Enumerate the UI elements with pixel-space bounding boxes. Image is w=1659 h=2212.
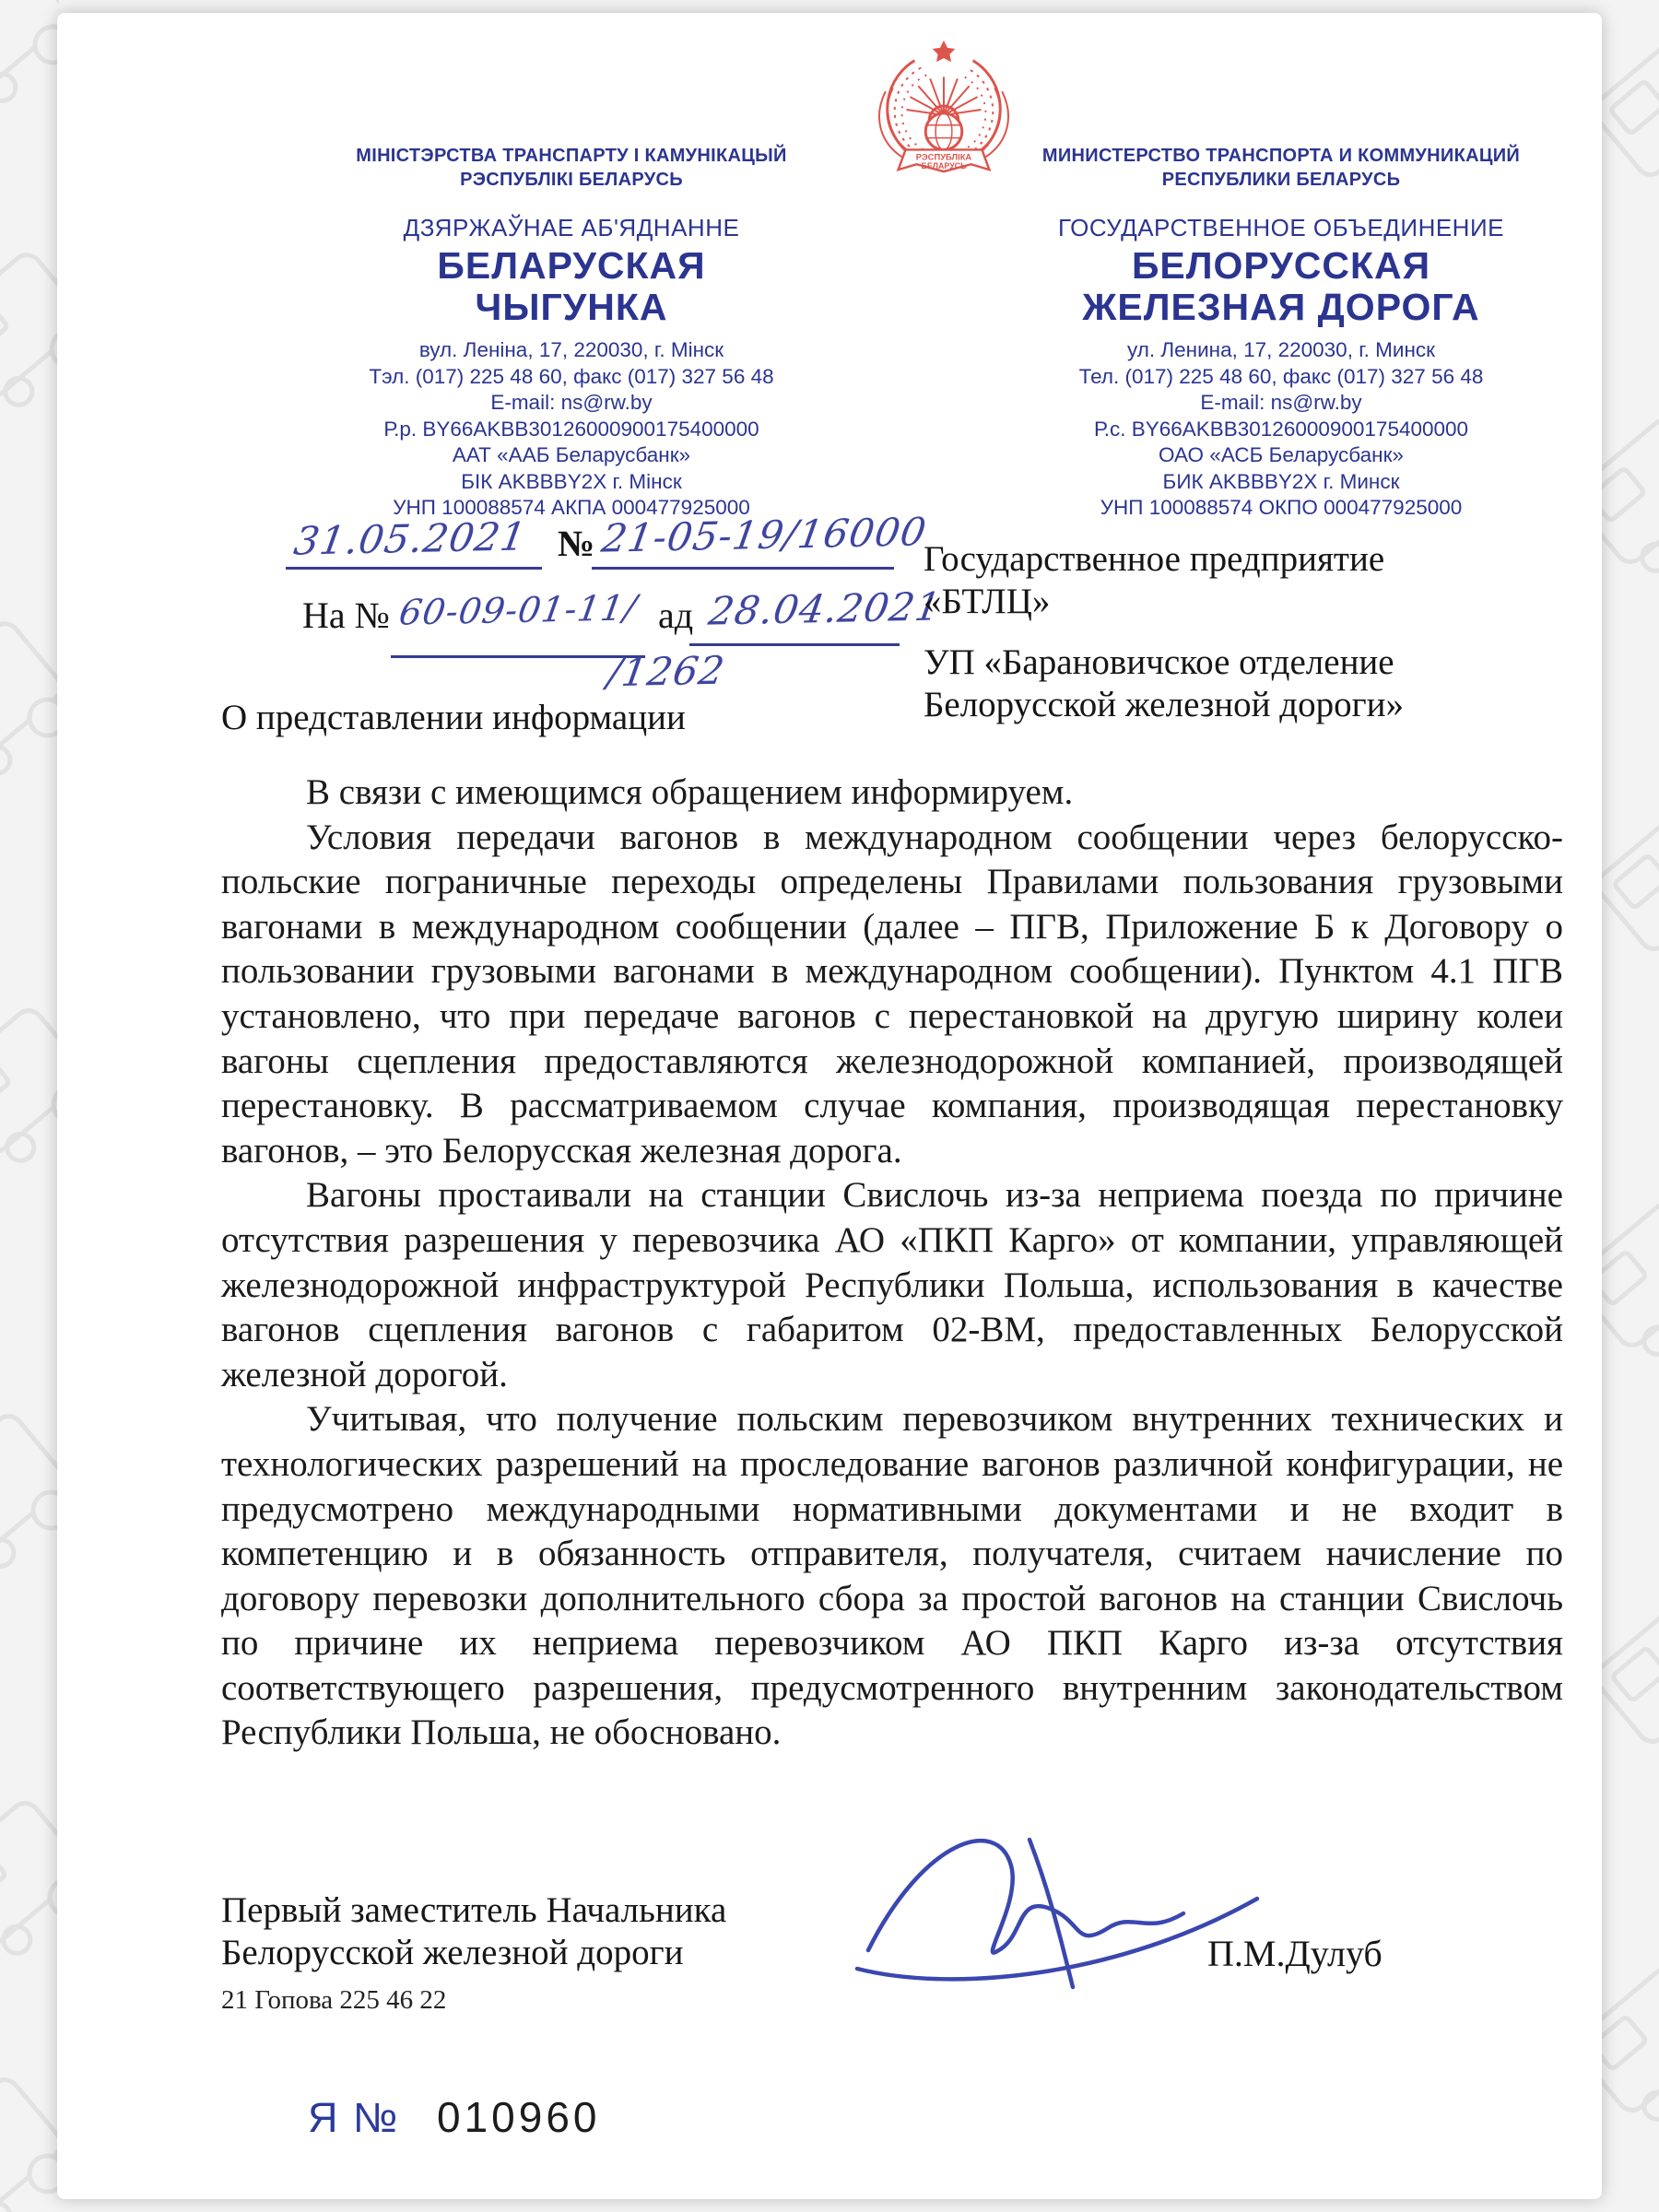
letter-body bbox=[221, 771, 1563, 1756]
phone-line: Тэл. (017) 225 48 60, факс (017) 327 56 48 bbox=[369, 364, 774, 388]
train-pattern-icon bbox=[0, 1794, 59, 1953]
edge-pattern-left bbox=[0, 0, 59, 2212]
reply-to-label: На № bbox=[302, 594, 390, 636]
signer-title-line: Белорусской железной дороги bbox=[221, 1933, 684, 1972]
reply-number-handwritten: 60-09-01-11/ bbox=[396, 587, 641, 633]
reply-date-handwritten: 28.04.2021 bbox=[705, 583, 945, 634]
from-date-label: ад bbox=[658, 594, 694, 636]
number-label: № bbox=[558, 523, 595, 564]
ministry-name-ru bbox=[959, 144, 1604, 192]
signer-title bbox=[221, 1889, 726, 1974]
train-pattern-icon bbox=[0, 1407, 59, 1566]
org-type-by: ДЗЯРЖАЎНАЕ АБ'ЯДНАННЕ bbox=[403, 214, 740, 241]
org-type-ru: ГОСУДАРСТВЕННОЕ ОБЪЕДИНЕНИЕ bbox=[1058, 214, 1504, 241]
emblem-ribbon-text-1: РЭСПУБЛІКА bbox=[915, 152, 972, 162]
org-name-by bbox=[249, 245, 894, 328]
spacer bbox=[924, 623, 1404, 641]
account-line: Р.р. BY66AKBB30126000900175400000 bbox=[383, 417, 759, 441]
train-pattern-icon bbox=[1600, 1592, 1659, 1750]
train-pattern-icon bbox=[0, 1002, 59, 1160]
train-pattern-icon bbox=[1600, 1960, 1659, 2119]
org-contacts-ru bbox=[959, 337, 1604, 522]
emblem-ribbon-text-2: БЕЛАРУСЬ bbox=[921, 161, 967, 171]
subject-line: О представлении информации bbox=[221, 698, 686, 737]
letterhead-belarusian bbox=[249, 144, 894, 522]
train-pattern-icon bbox=[1600, 25, 1659, 183]
org-name-line: ЧЫГУНКА bbox=[475, 286, 668, 328]
recipient-line: Белорусской железной дороги» bbox=[924, 685, 1404, 724]
bic-line: БИК AKBBBY2X г. Минск bbox=[1162, 469, 1400, 493]
underline bbox=[391, 655, 645, 658]
org-name-line: БЕЛОРУССКАЯ bbox=[1131, 244, 1431, 287]
train-pattern-icon bbox=[0, 0, 59, 100]
train-pattern-icon bbox=[0, 615, 59, 773]
paragraph: В связи с имеющимся обращением информируем. bbox=[306, 772, 1074, 812]
org-contacts-by bbox=[249, 337, 894, 522]
address-line: ул. Ленина, 17, 220030, г. Минск bbox=[1126, 338, 1435, 361]
email-line: E-mail: ns@rw.by bbox=[490, 391, 653, 414]
ministry-line: МІНІСТЭРСТВА ТРАНСПАРТУ І КАМУНІКАЦЫЙ bbox=[356, 146, 787, 166]
codes-line: УНП 100088574 ОКПО 000477925000 bbox=[1100, 496, 1463, 519]
outgoing-number-handwritten: 21-05-19/16000 bbox=[598, 509, 930, 561]
executor-contact: 21 Гопова 225 46 22 bbox=[221, 1985, 447, 2015]
outgoing-date-handwritten: 31.05.2021 bbox=[290, 513, 530, 564]
bank-line: ААТ «ААБ Беларусбанк» bbox=[452, 443, 691, 466]
ministry-name-by bbox=[249, 144, 894, 192]
codes-line: УНП 100088574 АКПА 000477925000 bbox=[393, 496, 750, 519]
recipient-block bbox=[924, 538, 1404, 726]
letter-sheet bbox=[57, 13, 1602, 2199]
org-name-ru bbox=[959, 245, 1604, 328]
ministry-line: РЕСПУБЛИКИ БЕЛАРУСЬ bbox=[1161, 170, 1401, 190]
paragraph: Вагоны простаивали на станции Свислочь из-за неприема поезда по причине отсутствия разрешения у перевозчика АО «ПКП Карго» от компании, управляющей железнодорожной инфраструктурой Республики Польша, использования в качестве вагонов сцепления вагонов с габаритом 02-ВМ, предоставленных Белорусской железной дорогой. bbox=[221, 1175, 1563, 1394]
train-pattern-icon bbox=[1600, 412, 1659, 571]
org-name-line: ЖЕЛЕЗНАЯ ДОРОГА bbox=[1082, 286, 1480, 328]
form-series-label: Я № bbox=[308, 2094, 400, 2141]
edge-pattern-right bbox=[1600, 0, 1659, 2212]
train-pattern-icon bbox=[1600, 1195, 1659, 1354]
recipient-line: Государственное предприятие bbox=[924, 539, 1385, 579]
paragraph: Учитывая, что получение польским перевозчиком внутренних технических и технологических разрешений на проследование вагонов различной конфигурации, не предусмотрено международными нормативными документами и не входит в компетенцию и в обязанность отправителя, получателя, считаем начисление по договору перевозки дополнительного сбора за простой вагонов на станции Свислочь по причине их неприема перевозчиком АО ПКП Карго из-за отсутствия соответствующего разрешения, предусмотренного внутренним законодательством Республики Польша, не обосновано. bbox=[221, 1399, 1563, 1753]
ministry-line: РЭСПУБЛІКІ БЕЛАРУСЬ bbox=[460, 170, 683, 190]
address-line: вул. Леніна, 17, 220030, г. Мінск bbox=[418, 338, 724, 361]
ministry-line: МИНИСТЕРСТВО ТРАНСПОРТА И КОММУНИКАЦИЙ bbox=[1041, 146, 1521, 166]
underline bbox=[286, 567, 542, 570]
account-line: Р.с. BY66AKBB30126000900175400000 bbox=[1093, 417, 1469, 441]
bank-line: ОАО «АСБ Беларусбанк» bbox=[1159, 443, 1404, 466]
underline bbox=[689, 643, 900, 646]
train-pattern-icon bbox=[0, 246, 59, 405]
train-pattern-icon bbox=[1600, 799, 1659, 958]
phone-line: Тел. (017) 225 48 60, факс (017) 327 56 48 bbox=[1078, 364, 1484, 388]
letterhead-russian bbox=[959, 144, 1604, 522]
org-name-line: БЕЛАРУСКАЯ bbox=[437, 244, 706, 287]
paragraph: Условия передачи вагонов в международном сообщении через белорусско-польские пограничные переходы определены Правилами пользования грузовыми вагонами в международном сообщении (далее – ПГВ, Приложение Б к Договору о пользовании грузовыми вагонами в международном сообщении). Пунктом 4.1 ПГВ установлено, что при передаче вагонов с перестановкой на другую ширину колеи вагоны сцепления предоставляются железнодорожной компанией, производящей перестановку. В рассматриваемом случае компания, производящая перестановку вагонов, – это Белорусская железная дорога. bbox=[221, 817, 1563, 1171]
recipient-line: «БТЛЦ» bbox=[924, 582, 1051, 621]
bic-line: БІК AKBBBY2X г. Мінск bbox=[461, 469, 682, 493]
email-line: E-mail: ns@rw.by bbox=[1200, 391, 1362, 414]
signer-title-line: Первый заместитель Начальника bbox=[221, 1890, 727, 1930]
underline bbox=[592, 567, 894, 570]
reply-number-extra-handwritten: /1262 bbox=[604, 647, 729, 696]
form-number: 010960 bbox=[437, 2093, 601, 2141]
train-pattern-icon bbox=[0, 2071, 59, 2212]
recipient-line: УП «Барановичское отделение bbox=[924, 642, 1394, 682]
signer-name: П.М.Дулуб bbox=[1207, 1933, 1382, 1974]
